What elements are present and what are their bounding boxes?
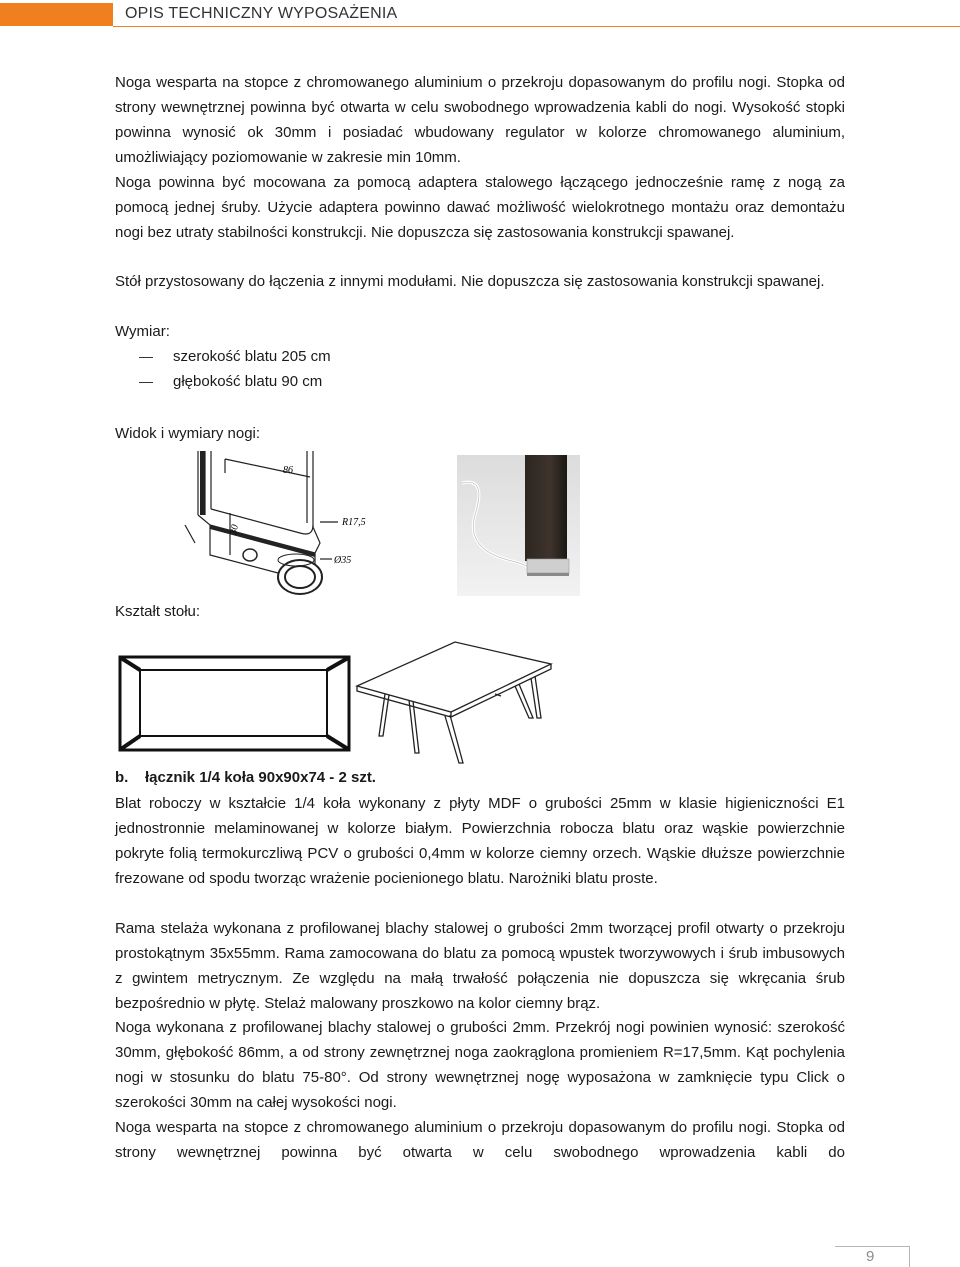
dim-radius-label: R17,5 [342,517,366,528]
intro-paragraph-1: Noga wesparta na stopce z chromowanego aluminium o przekroju dopasowanym do profilu nogi. Stopka od strony wewnętrznej powinna być otwarta w celu swobodnego wprowadzenia kabli do nogi. Wysokość stopki powinna wynosić ok 30mm i posiadać wbudowany regulator w kolorze chromowanego aluminium, umożliwiający poziomowanie w zakresie min 10mm. [115,74,845,166]
intro-paragraph-3: Stół przystosowany do łączenia z innymi modułami. Nie dopuszcza się zastosowania konstrukcji spawanej. [115,273,825,290]
section-heading: łącznik 1/4 koła 90x90x74 - 2 szt. [145,769,376,786]
intro-paragraph-2: Noga powinna być mocowana za pomocą adaptera stalowego łączącego jednocześnie ramę z nogą za pomocą jednej śruby. Użycie adaptera powinno dawać możliwość wielokrotnego montażu oraz demontażu nogi bez utraty stabilności konstrukcji. Nie dopuszcza się zastosowania konstrukcji spawanej. [115,174,845,241]
leg-technical-drawing [170,447,370,599]
list-dash [139,357,153,358]
section-letter: b. [115,769,129,786]
section-paragraph-1: Blat roboczy w kształcie 1/4 koła wykonany z płyty MDF o grubości 25mm w klasie higieniczności E1 jednostronnie melaminowanej w kolorze białym. Powierzchnia robocza blatu oraz wąskie powierzchnie pokryte folią termokurczliwą PCV o grubości 0,4mm w kolorze ciemny orzech. Wąskie dłuższe powierzchnie frezowane od spodu tworząc wrażenie pocienionego blatu. Narożniki blatu proste. [115,795,845,887]
dimensions-label: Wymiar: [115,323,170,340]
header-divider [113,26,960,27]
dimension-width: szerokość blatu 205 cm [173,348,331,365]
header-accent-bar [0,3,113,26]
dim-height-label: 30 [228,523,242,536]
document-title: OPIS TECHNICZNY WYPOSAŻENIA [125,5,398,22]
dim-diameter-label: Ø35 [334,555,352,566]
section-paragraph-3: Noga wykonana z profilowanej blachy stalowej o grubości 2mm. Przekrój nogi powinien wynosić: szerokość 30mm, głębokość 86mm, a od strony zewnętrznej noga zaokrąglona promieniem R=17,5mm. Kąt pochylenia nogi w stosunku do blatu 75-80°. Od strony wewnętrznej nogę wyposażona w zamknięcie typu Click o szerokości 30mm na całej wysokości nogi. [115,1019,845,1111]
leg-photo [457,455,580,596]
table-top-view [118,654,353,754]
section-paragraph-2: Rama stelaża wykonana z profilowanej blachy stalowej o grubości 2mm tworzącej profil otwarty o przekroju prostokątnym 35x55mm. Rama zamocowana do blatu za pomocą wpustek tworzywowych i śrub imbusowych z gwintem metrycznym. Ze względu na małą trwałość połączenia nie dopuszcza się wkręcania śrub bezpośrednio w płytę. Stelaż malowany proszkowo na kolor ciemny brąz. [115,920,845,1012]
dim-depth-label: 86 [283,465,293,476]
table-perspective-view [355,638,555,768]
dimension-depth: głębokość blatu 90 cm [173,373,323,390]
list-dash [139,382,153,383]
section-paragraph-4: Noga wesparta na stopce z chromowanego aluminium o przekroju dopasowanym do profilu nogi. Stopka od strony wewnętrznej powinna być otwarta w celu swobodnego wprowadzenia kabli do [115,1119,845,1161]
table-shape-label: Kształt stołu: [115,603,201,620]
page-number: 9 [866,1248,875,1265]
leg-view-label: Widok i wymiary nogi: [115,425,261,442]
